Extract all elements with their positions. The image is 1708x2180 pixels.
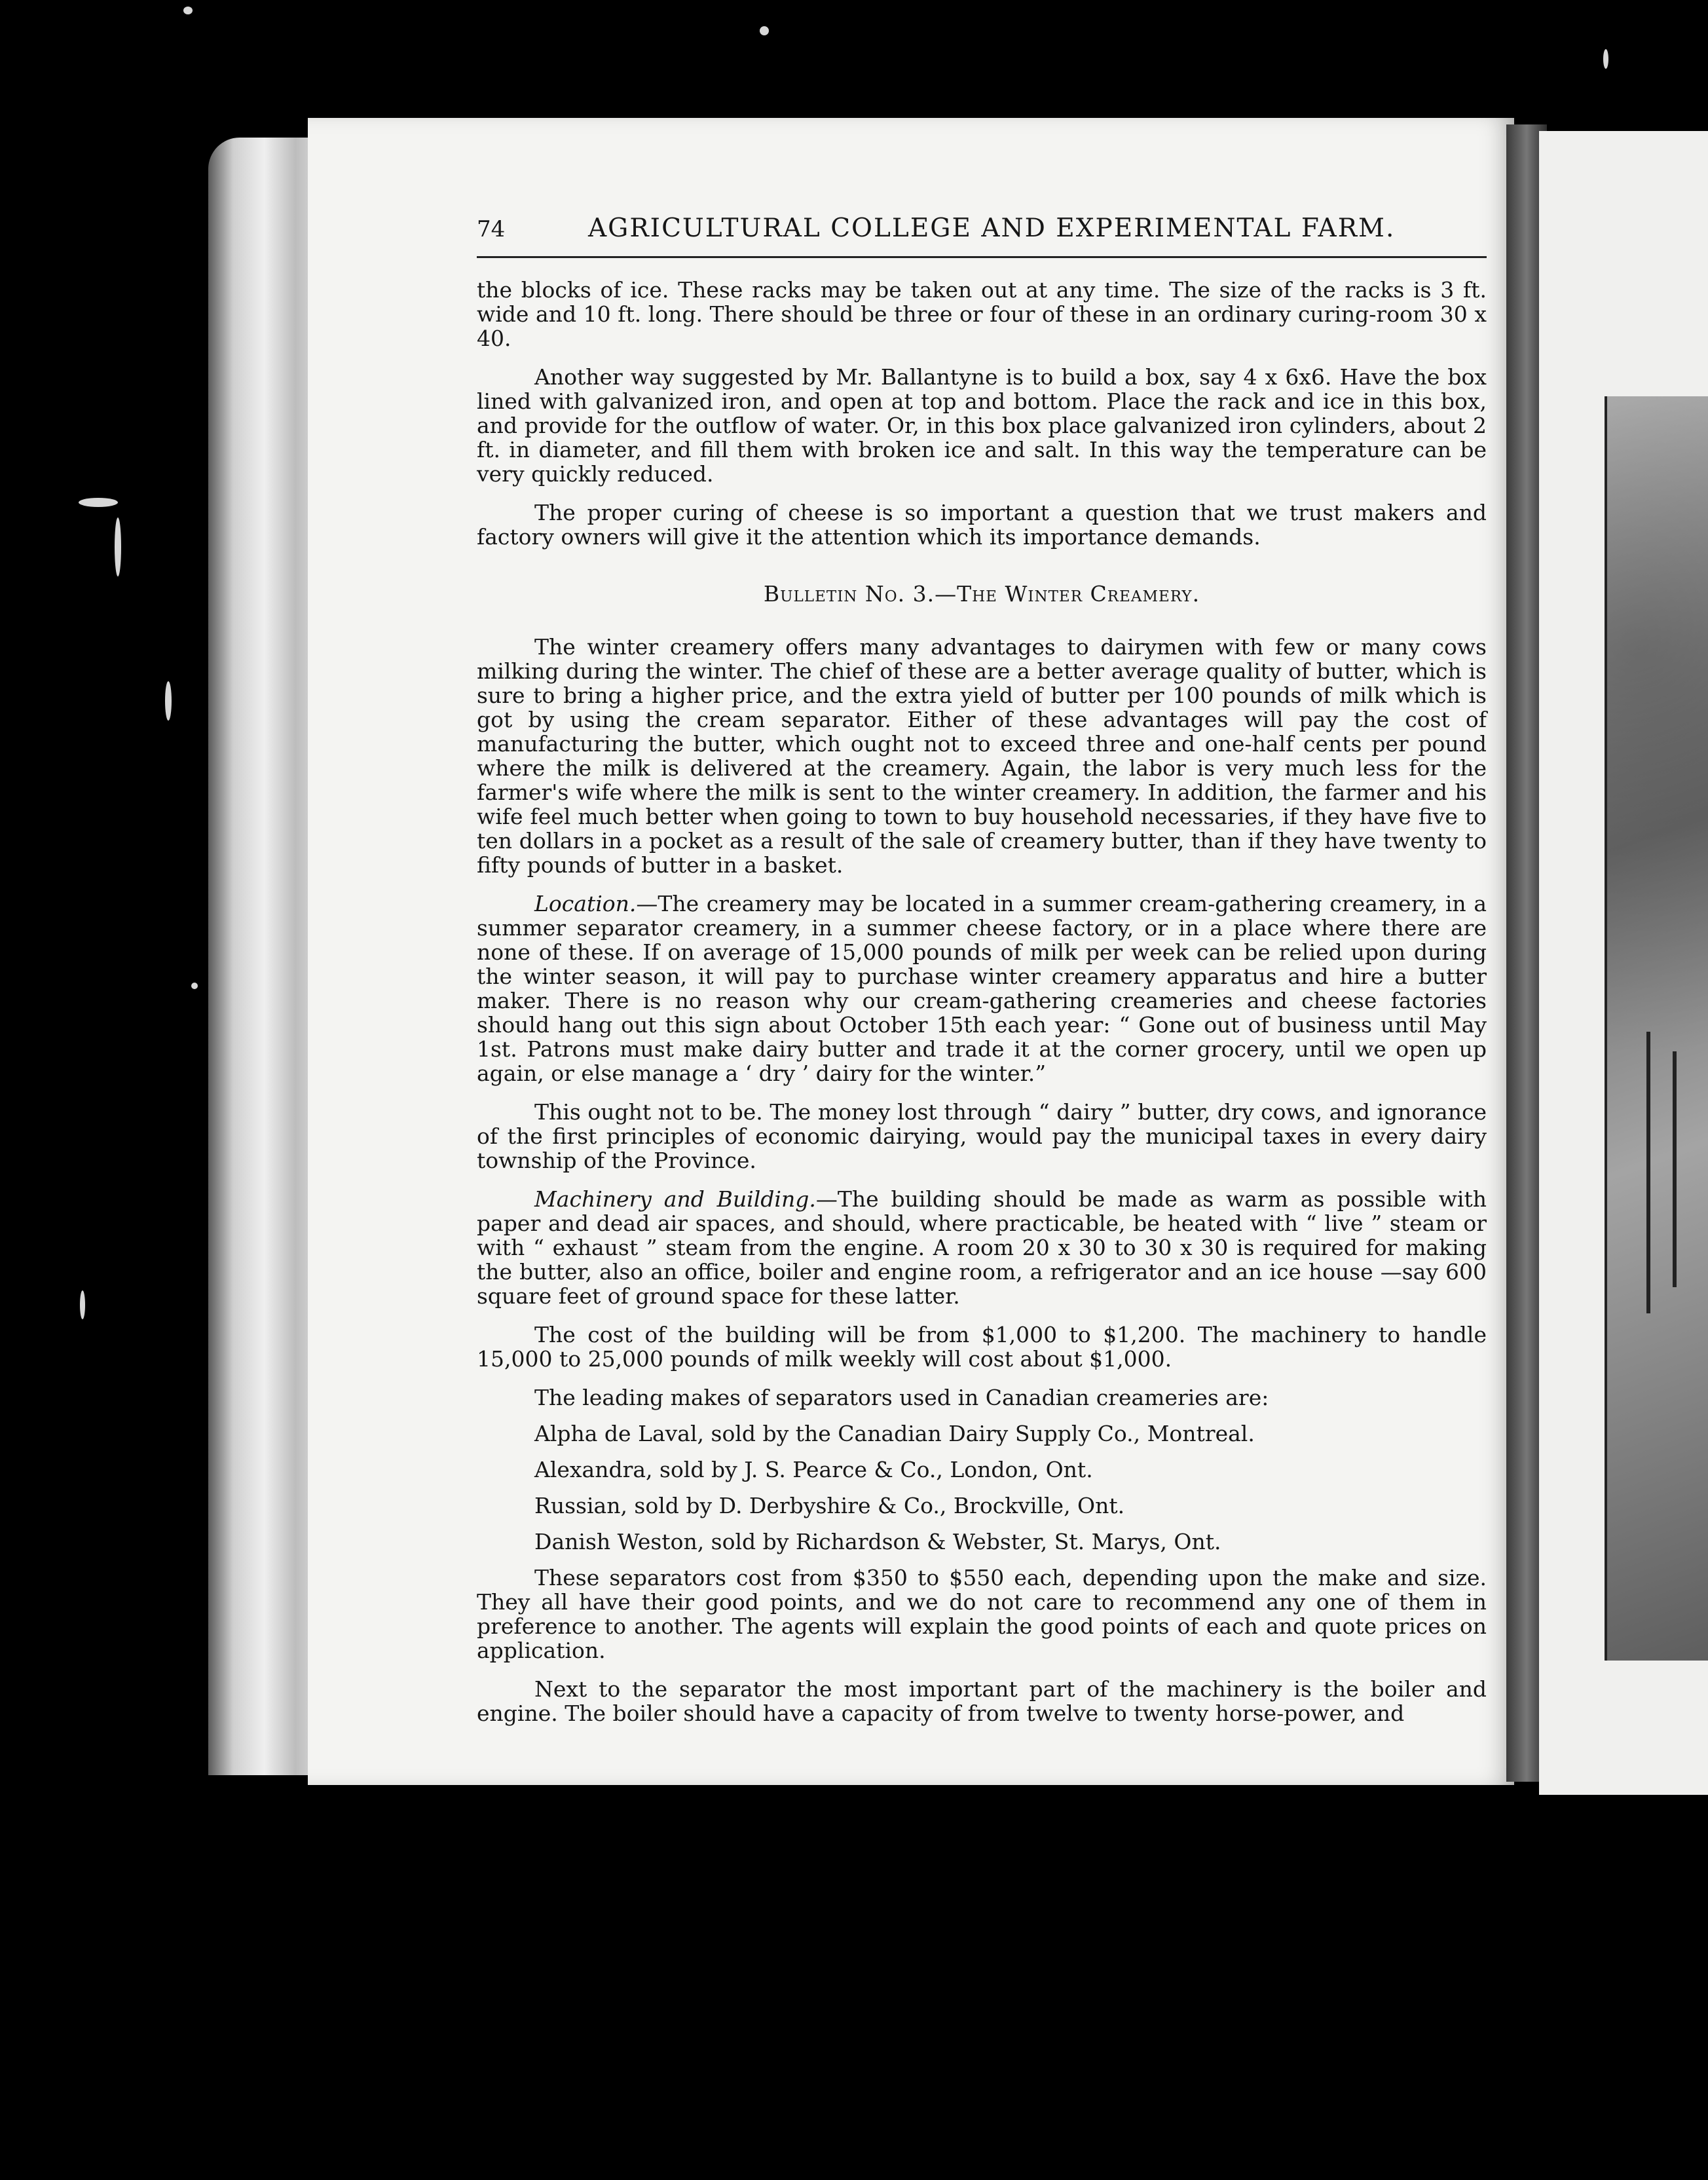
paragraph-curing-importance: The proper curing of cheese is so important a question that we trust makers and factory owners will give it the attention which its importance demands. — [477, 500, 1487, 550]
separator-list-item: Alexandra, sold by J. S. Pearce & Co., London, Ont. — [534, 1457, 1093, 1482]
separator-list-item: Russian, sold by D. Derbyshire & Co., Brockville, Ont. — [534, 1493, 1125, 1518]
facing-page-photograph — [1605, 396, 1708, 1661]
page-number: 74 — [477, 216, 506, 242]
paragraph-racks: the blocks of ice. These racks may be taken out at any time. The size of the racks is 3 ft. wide and 10 ft. long. There should be three or four of these in an ordinary curing-room 30 x 40. — [477, 277, 1487, 351]
bulletin-title: Bulletin No. 3.—The Winter Creamery. — [763, 581, 1200, 607]
paragraph-machinery — [477, 1187, 1487, 1308]
paragraph-cost: The cost of the building will be from $1,000 to $1,200. The machinery to handle 15,000 to 25,000 pounds of milk weekly will cost about $1,000. — [477, 1322, 1487, 1372]
location-text: —The creamery may be located in a summer cream-gathering creamery, in a summer separator creamery, in a summer cheese factory, or in a place where there are none of these. If on average of 15,000 pounds of milk per week can be relied upon during the winter season, it will pay to purchase winter creamery apparatus and hire a butter maker. There is no reason why our cream-gathering creameries and cheese factories should hang out this sign about October 15th each year: “ Gone out of business until May 1st. Patrons must make dairy butter and trade it at the corner grocery, until we open up again, or else manage a ‘ dry ’ dairy for the winter.” — [477, 891, 1487, 1086]
paragraph-separator-cost: These separators cost from $350 to $550 each, depending upon the make and size. They all have their good points, and we do not care to recommend any one of them in preference to another. The agents will explain the good points of each and quote prices on application. — [477, 1565, 1487, 1663]
running-header — [477, 216, 1487, 258]
page-text — [477, 216, 1487, 1740]
separator-list-item: Alpha de Laval, sold by the Canadian Dairy Supply Co., Montreal. — [534, 1421, 1255, 1446]
machinery-text: —The building should be made as warm as possible with paper and dead air spaces, and should, where practicable, be heated with “ live ” steam or with “ exhaust ” steam from the engine. A room 20 x 30 to 30 x 30 is required for making the butter, also an office, boiler and engine room, a refrigerator and an ice house —say 600 square feet of ground space for these latter. — [477, 1186, 1487, 1309]
paragraph-ballantyne-box: Another way suggested by Mr. Ballantyne is to build a box, say 4 x 6x6. Have the box lined with galvanized iron, and open at top and bottom. Place the rack and ice in this box, and provide for the outflow of water. Or, in this box place galvanized iron cylinders, about 2 ft. in diameter, and fill them with broken ice and salt. In this way the temperature can be very quickly reduced. — [477, 364, 1487, 487]
paragraph-boiler-engine: Next to the separator the most important part of the machinery is the boiler and engine. The boiler should have a capacity of from twelve to twenty horse-power, and — [477, 1676, 1487, 1726]
separator-list-item: Danish Weston, sold by Richardson & Webster, St. Marys, Ont. — [534, 1529, 1221, 1554]
paragraph-separators-intro: The leading makes of separators used in Canadian creameries are: — [534, 1385, 1269, 1410]
paragraph-winter-creamery: The winter creamery offers many advantages to dairymen with few or many cows milking during the winter. The chief of these are a better average quality of butter, which is sure to bring a higher price, and the extra yield of butter per 100 pounds of milk which is got by using the cream separator. Either of these advantages will pay the cost of manufacturing the butter, which ought not to exceed three and one-half cents per pound where the milk is delivered at the creamery. Again, the labor is very much less for the farmer's wife where the milk is sent to the winter creamery. In addition, the farmer and his wife feel much better when going to town to buy household necessaries, if they have five to ten dollars in a pocket as a result of the sale of creamery butter, than if they have twenty to fifty pounds of butter in a basket. — [477, 634, 1487, 878]
paragraph-location — [477, 892, 1487, 1085]
location-lead: Location. — [534, 891, 637, 916]
machinery-lead: Machinery and Building. — [534, 1186, 816, 1212]
paragraph-money-lost: This ought not to be. The money lost through “ dairy ” butter, dry cows, and ignorance of the first principles of economic dairying, would pay the municipal taxes in every dairy township of the Province. — [477, 1099, 1487, 1173]
running-title: AGRICULTURAL COLLEGE AND EXPERIMENTAL FARM. — [588, 214, 1396, 243]
